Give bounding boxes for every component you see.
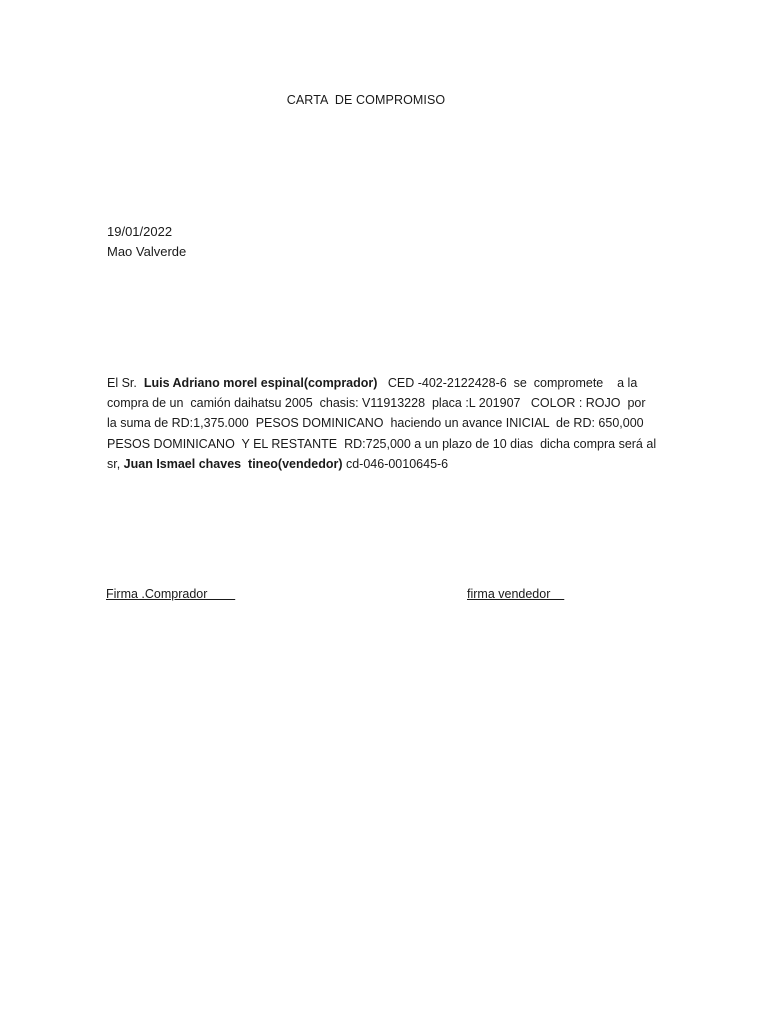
seller-name: Juan Ismael chaves tineo(vendedor) bbox=[123, 456, 343, 471]
seller-id: cd-046-0010645-6 bbox=[342, 456, 449, 471]
document-place: Mao Valverde bbox=[107, 244, 187, 259]
document-date: 19/01/2022 bbox=[107, 224, 173, 239]
buyer-signature-line: Firma .Comprador bbox=[106, 587, 236, 601]
paragraph-middle: CED -402-2122428-6 se compromete a la compra de un camión daihatsu 2005 chasis: V11913228 placa :L 201907 COLOR : ROJO por la suma de RD:1,375.000 PESOS DOMINICANO haciendo un avance INICIAL de RD: 650,000 PESOS DOMINICANO Y EL RESTANTE RD:725,000 a un plazo de 10 dias dicha compra será al sr, bbox=[107, 376, 660, 471]
document-title: CARTA DE COMPROMISO bbox=[286, 93, 446, 107]
commitment-paragraph bbox=[107, 373, 660, 474]
paragraph-intro: El Sr. bbox=[107, 376, 144, 390]
buyer-name: Luis Adriano morel espinal(comprador) bbox=[143, 376, 378, 390]
seller-signature-line: firma vendedor bbox=[467, 587, 565, 601]
